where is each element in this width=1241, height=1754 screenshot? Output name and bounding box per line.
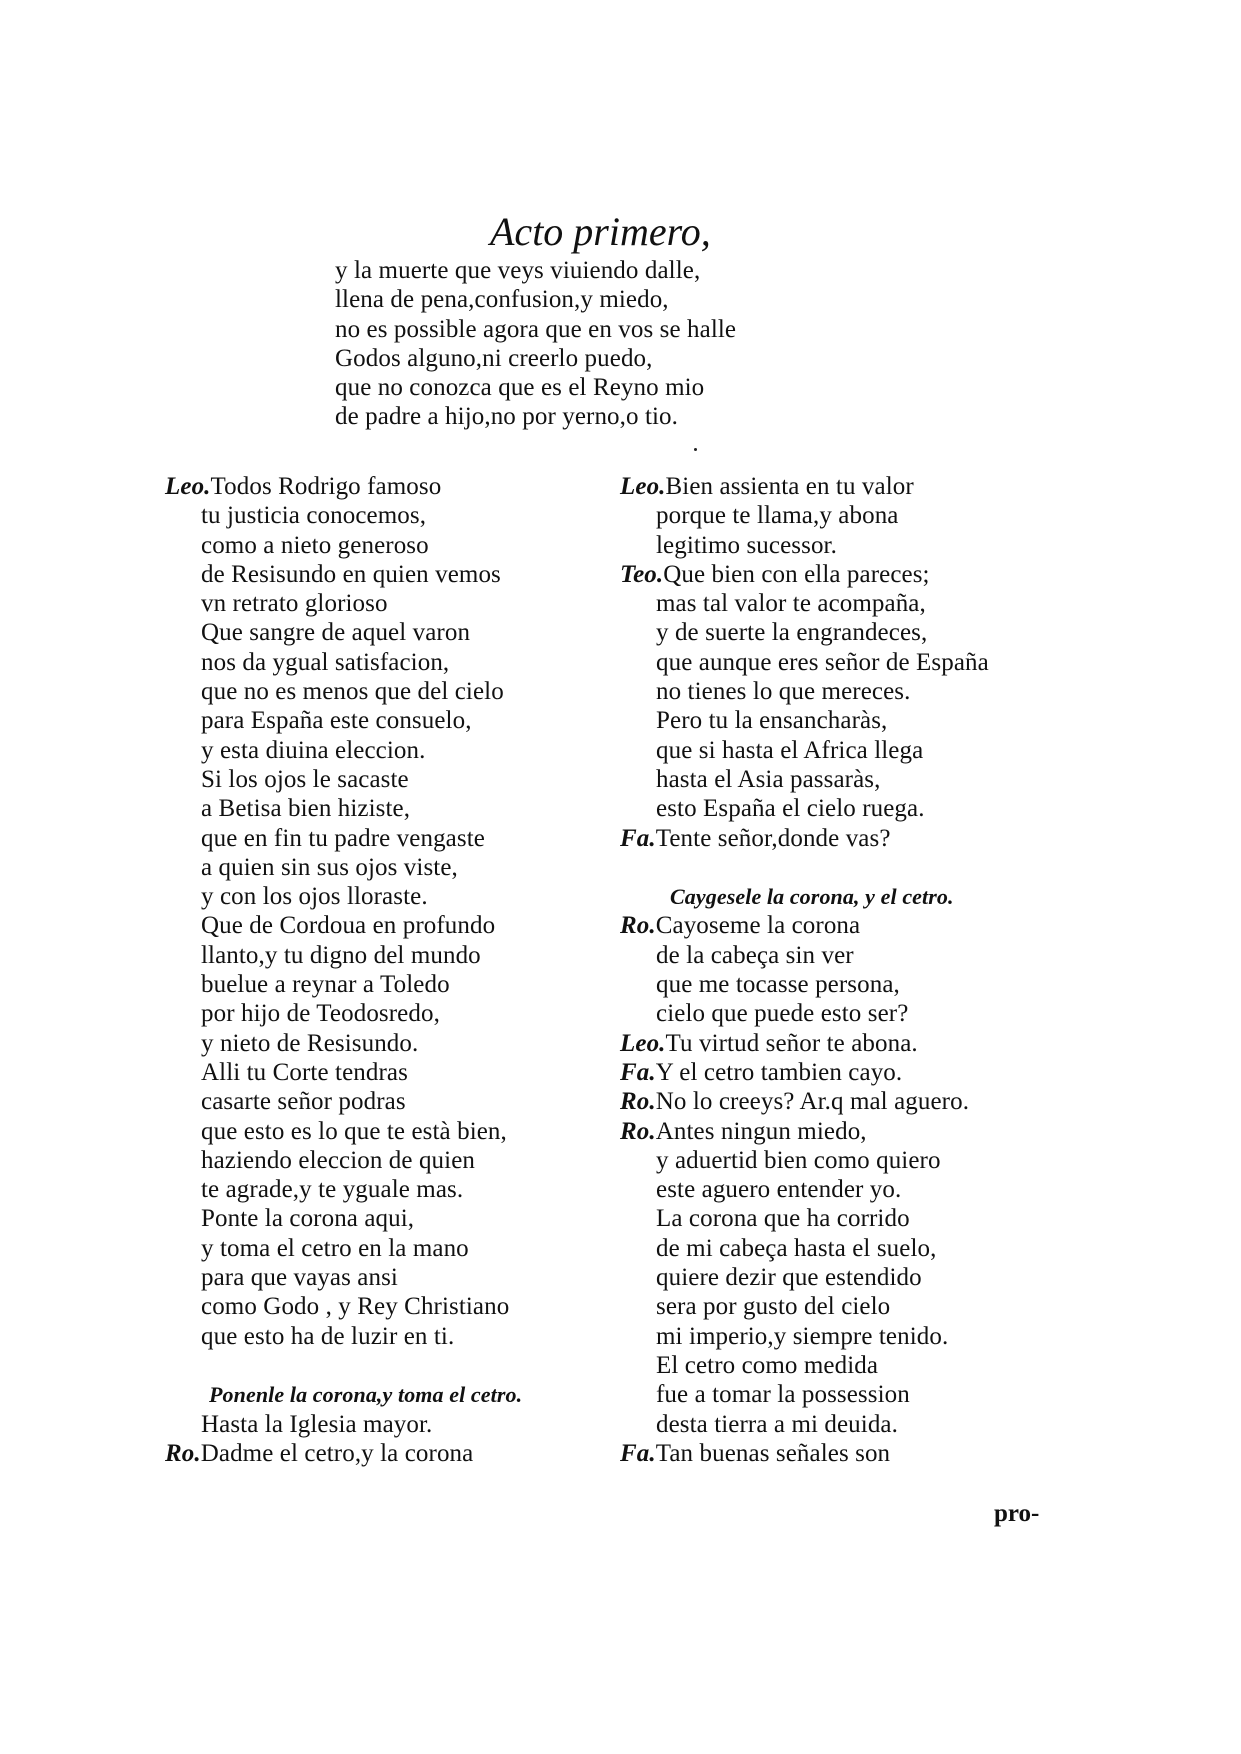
verse-line: Hasta la Iglesia mayor. [201, 1410, 433, 1438]
top-verse-block [335, 256, 736, 432]
verse-line: y con los ojos lloraste. [201, 883, 428, 911]
speaker-label: Fa. [620, 824, 656, 852]
speech-line [620, 472, 989, 501]
verse-line: de padre a hijo,no por yerno,o tio. [335, 403, 678, 431]
speaker-label: Ro. [620, 1117, 656, 1145]
speech-line [620, 1117, 989, 1146]
verse-line: que en fin tu padre vengaste [201, 824, 485, 852]
speech-text: Que bien con ella pareces; [663, 560, 930, 588]
verse-line: Pero tu la ensancharàs, [656, 707, 888, 735]
speech-text: Dadme el cetro,y la corona [200, 1439, 474, 1467]
verse-line: a quien sin sus ojos viste, [201, 853, 458, 881]
verse-line: y aduertid bien como quiero [656, 1146, 941, 1174]
verse-line: Que de Cordoua en profundo [201, 912, 496, 940]
verse-line: mi imperio,y siempre tenido. [656, 1322, 949, 1350]
verse-line: vn retrato glorioso [201, 590, 388, 618]
speaker-label: Ro. [620, 1088, 656, 1116]
speech-text: Cayoseme la corona [655, 912, 861, 940]
verse-line: fue a tomar la possession [656, 1381, 910, 1409]
stage-direction: Caygesele la corona, y el cetro. [670, 884, 954, 910]
verse-line: hasta el Asia passaràs, [656, 765, 881, 793]
verse-line: buelue a reynar a Toledo [201, 971, 450, 999]
speech-line [165, 1439, 522, 1468]
verse-line: esto España el cielo ruega. [656, 795, 925, 823]
verse-line: Si los ojos le sacaste [201, 765, 409, 793]
verse-line: no tienes lo que mereces. [656, 678, 911, 706]
verse-line: tu justicia conocemos, [201, 502, 427, 530]
verse-line: y la muerte que veys viuiendo dalle, [335, 257, 701, 284]
verse-line: y nieto de Resisundo. [201, 1029, 419, 1057]
verse-line: a Betisa bien hiziste, [201, 795, 411, 823]
verse-line: Ponte la corona aqui, [201, 1205, 415, 1233]
catchword: pro- [994, 1500, 1040, 1527]
verse-line: haziendo eleccion de quien [201, 1146, 475, 1174]
speaker-label: Ro. [165, 1439, 201, 1467]
speech-text: Todos Rodrigo famoso [210, 473, 442, 500]
verse-line: te agrade,y te yguale mas. [201, 1176, 464, 1204]
speaker-label: Leo. [165, 473, 211, 500]
verse-line: llanto,y tu digno del mundo [201, 941, 481, 969]
speaker-label: Fa. [620, 1439, 656, 1467]
verse-line: de mi cabeça hasta el suelo, [656, 1234, 937, 1262]
verse-line: de Resisundo en quien vemos [201, 560, 501, 588]
speech-text: Y el cetro tambien cayo. [655, 1058, 903, 1086]
verse-line: Godos alguno,ni creerlo puedo, [335, 344, 653, 372]
verse-line: legitimo sucessor. [656, 531, 837, 559]
verse-line: de la cabeça sin ver [656, 941, 854, 969]
speaker-label: Leo. [620, 1029, 666, 1057]
verse-line: este aguero entender yo. [656, 1176, 902, 1204]
speech-line [620, 824, 989, 853]
speaker-label: Teo. [620, 560, 664, 588]
left-column [165, 472, 522, 1468]
speech-line [620, 911, 989, 940]
verse-line: Que sangre de aquel varon [201, 619, 471, 647]
verse-line: que aunque eres señor de España [656, 648, 989, 676]
verse-line: como Godo , y Rey Christiano [201, 1293, 510, 1321]
verse-line: para que vayas ansi [201, 1264, 398, 1292]
verse-line: mas tal valor te acompaña, [656, 590, 926, 618]
speech-line [165, 472, 522, 501]
verse-line: La corona que ha corrido [656, 1205, 910, 1233]
verse-line: llena de pena,confusion,y miedo, [335, 286, 669, 314]
blank-line [165, 1351, 522, 1380]
speech-line [620, 1029, 989, 1058]
verse-line: por hijo de Teodosredo, [201, 1000, 440, 1028]
speech-line [620, 560, 989, 589]
verse-line: quiere dezir que estendido [656, 1264, 922, 1292]
verse-line: y toma el cetro en la mano [201, 1234, 469, 1262]
verse-line: para España este consuelo, [201, 707, 472, 735]
right-column [620, 472, 989, 1468]
stage-direction: Ponenle la corona,y toma el cetro. [209, 1382, 523, 1408]
speech-line [620, 1439, 989, 1468]
speech-text: Tan buenas señales son [655, 1439, 891, 1467]
verse-line: que me tocasse persona, [656, 971, 900, 999]
speech-text: Bien assienta en tu valor [665, 473, 914, 500]
verse-line: sera por gusto del cielo [656, 1293, 891, 1321]
speech-line [620, 1058, 989, 1087]
speaker-label: Fa. [620, 1058, 656, 1086]
verse-line: que no es menos que del cielo [201, 678, 504, 706]
verse-line: como a nieto generoso [201, 531, 429, 559]
verse-line: casarte señor podras [201, 1088, 406, 1116]
speech-text: Antes ningun miedo, [655, 1117, 867, 1145]
verse-line: y esta diuina eleccion. [201, 736, 426, 764]
verse-line: que no conozca que es el Reyno mio [335, 374, 705, 402]
verse-line: desta tierra a mi deuida. [656, 1410, 898, 1438]
speaker-label: Leo. [620, 473, 666, 500]
verse-line: El cetro como medida [656, 1351, 879, 1379]
speaker-label: Ro. [620, 912, 656, 940]
printer-mark [694, 448, 697, 451]
speech-text: Tu virtud señor te abona. [665, 1029, 918, 1057]
verse-line: cielo que puede esto ser? [656, 1000, 909, 1028]
running-head: Acto primero, [490, 209, 711, 254]
verse-line: nos da ygual satisfacion, [201, 648, 450, 676]
speech-text: No lo creeys? Ar.q mal aguero. [655, 1088, 970, 1116]
verse-line: y de suerte la engrandeces, [656, 619, 928, 647]
verse-line: que esto es lo que te està bien, [201, 1117, 507, 1145]
verse-line: no es possible agora que en vos se halle [335, 315, 737, 343]
blank-line [620, 853, 989, 882]
speech-text: Tente señor,donde vas? [655, 824, 891, 852]
speech-line [620, 1087, 989, 1116]
verse-line: que esto ha de luzir en ti. [201, 1322, 455, 1350]
verse-line: porque te llama,y abona [656, 502, 899, 530]
verse-line: Alli tu Corte tendras [201, 1058, 408, 1086]
verse-line: que si hasta el Africa llega [656, 736, 924, 764]
